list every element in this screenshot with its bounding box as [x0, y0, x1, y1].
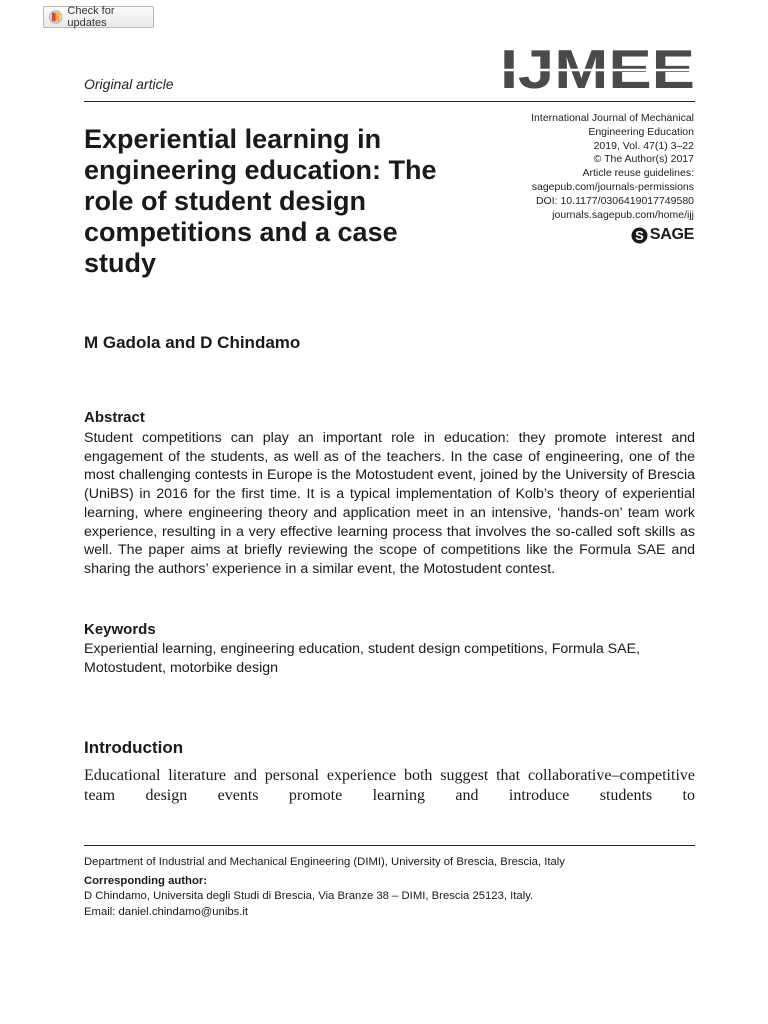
abstract-heading: Abstract — [84, 409, 145, 426]
sage-logo-text: SAGE — [649, 226, 694, 243]
keywords-heading: Keywords — [84, 621, 156, 638]
sage-icon — [631, 227, 648, 244]
header-divider — [84, 101, 695, 102]
check-for-updates-button[interactable] — [43, 6, 154, 28]
journal-info — [531, 112, 694, 222]
article-title: Experiential learning in engineering education: The role of student design competitions and a case study — [84, 124, 437, 278]
copyright-line: © The Author(s) 2017 — [593, 153, 694, 166]
article-type-label: Original article — [84, 76, 174, 92]
affiliation: Department of Industrial and Mechanical Engineering (DIMI), University of Brescia, Brescia, Italy — [84, 856, 565, 868]
journal-info-line: Engineering Education — [588, 125, 694, 138]
journal-logo — [500, 46, 695, 90]
sage-publisher-logo — [631, 226, 694, 244]
journal-info-line: International Journal of Mechanical — [531, 112, 694, 124]
corresponding-author-address: D Chindamo, Universita degli Studi di Brescia, Via Branze 38 – DIMI, Brescia 25123, Italy. — [84, 890, 534, 902]
svg-text:S: S — [635, 227, 644, 243]
authors: M Gadola and D Chindamo — [84, 333, 301, 352]
journal-logo-text: IJMEE — [500, 46, 695, 90]
introduction-text: Educational literature and personal experience both suggest that collaborative–competitive team design events promote learning and introduce students to — [84, 767, 695, 804]
introduction-heading: Introduction — [84, 738, 184, 757]
footnote — [84, 855, 565, 920]
journal-home-link[interactable]: journals.sagepub.com/home/ijj — [552, 208, 694, 221]
journal-info-line: 2019, Vol. 47(1) 3–22 — [593, 139, 694, 152]
check-for-updates-label: Check for updates — [67, 5, 115, 29]
permissions-link[interactable]: sagepub.com/journals-permissions — [531, 180, 694, 193]
doi-link[interactable]: DOI: 10.1177/0306419017749580 — [535, 194, 694, 207]
corresponding-author-email[interactable]: Email: daniel.chindamo@unibs.it — [84, 905, 249, 918]
abstract-text: Student competitions can play an important role in education: they promote interest and engagement of the students, as well as of the teachers. In the case of engineering, one of the most challenging contests in Europe is the Motostudent event, joined by the University of Brescia (UniBS) in 2016 for the first time. It is a typical implementation of Kolb’s theory of experiential learning, where engineering theory and application meet in an intensive, ‘hands-on’ team work experience, resulting in a very effective learning process that involves the so-called soft skills as well. The paper aims at briefly reviewing the scope of competitions like the Formula SAE and sharing the authors’ experience in a similar event, the Motostudent contest. — [84, 430, 695, 577]
footnote-divider — [84, 845, 695, 846]
keywords-text: Experiential learning, engineering education, student design competitions, Formula SAE, Motostudent, motorbike design — [84, 641, 641, 676]
corresponding-author-label: Corresponding author: — [84, 874, 208, 887]
crossmark-icon — [49, 10, 62, 24]
journal-info-line: Article reuse guidelines: — [582, 167, 694, 180]
